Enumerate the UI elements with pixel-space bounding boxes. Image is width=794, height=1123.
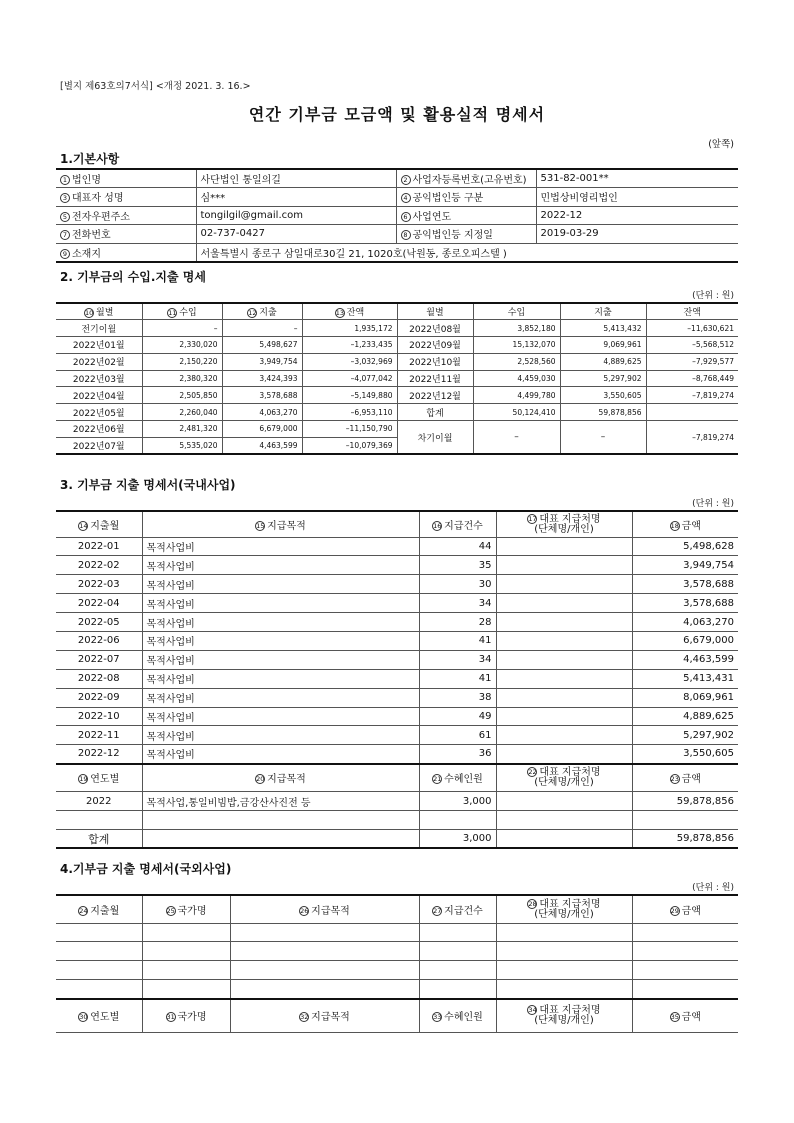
- table-row: [56, 225, 738, 244]
- item-number: 9: [60, 249, 70, 259]
- section-basic-info: [56, 150, 738, 263]
- expense-cell: 3,949,754: [222, 353, 302, 370]
- header-expense-2: 지출: [560, 303, 646, 320]
- count-cell: 38: [419, 688, 496, 707]
- field-value: 2019-03-29: [536, 225, 738, 244]
- table-row: [56, 594, 738, 613]
- expense-cell: 5,297,902: [560, 370, 646, 387]
- balance-cell: –7,929,577: [646, 353, 738, 370]
- balance-cell: [646, 404, 738, 421]
- payee-cell: [496, 707, 632, 726]
- page-side-label: (앞쪽): [708, 139, 734, 150]
- purpose-cell: 목적사업,통일비빔밥,금강산사진전 등: [142, 792, 419, 811]
- document-title: 연간 기부금 모금액 및 활용실적 명세서: [248, 105, 546, 124]
- field-value: 사단법인 통일의길: [196, 169, 396, 188]
- field-value: tongilgil@gmail.com: [196, 206, 396, 225]
- month-cell: 2022년02월: [56, 353, 142, 370]
- item-number: 4: [401, 193, 411, 203]
- table-row: [56, 688, 738, 707]
- field-value: 민법상비영리법인: [536, 188, 738, 207]
- table-row: [56, 188, 738, 207]
- expense-cell: 4,463,599: [222, 437, 302, 454]
- section-income-expense: [56, 268, 738, 455]
- table-row: [56, 353, 738, 370]
- header-count: 16 지급건수: [419, 511, 496, 537]
- header-year: 30 연도별: [56, 999, 142, 1033]
- month-cell: 2022년04월: [56, 387, 142, 404]
- payee-cell: [496, 688, 632, 707]
- table-row: [56, 537, 738, 556]
- income-cell: 2,528,560: [473, 353, 560, 370]
- expense-month-cell: 2022-09: [56, 688, 142, 707]
- payee-cell: [496, 537, 632, 556]
- purpose-cell: 목적사업비: [142, 575, 419, 594]
- header-amount: 35 금액: [632, 999, 738, 1033]
- balance-cell: –5,568,512: [646, 337, 738, 354]
- balance-cell: –7,819,274: [646, 387, 738, 404]
- amount-cell: 3,550,605: [632, 745, 738, 764]
- year-cell: 2022: [56, 792, 142, 811]
- expense-cell: 5,413,432: [560, 320, 646, 337]
- amount-cell: 8,069,961: [632, 688, 738, 707]
- amount-cell: 3,949,754: [632, 556, 738, 575]
- foreign-expense-table: [56, 894, 738, 1033]
- expense-month-cell: 2022-03: [56, 575, 142, 594]
- item-number: 6: [401, 212, 411, 222]
- field-label: 6 사업연도: [396, 206, 536, 225]
- expense-cell: –: [560, 421, 646, 455]
- purpose-cell: 목적사업비: [142, 745, 419, 764]
- income-cell: 15,132,070: [473, 337, 560, 354]
- income-cell: 2,150,220: [142, 353, 222, 370]
- income-cell: –: [142, 320, 222, 337]
- purpose-cell: 목적사업비: [142, 631, 419, 650]
- section-domestic-expense: [56, 476, 738, 849]
- table-row: [56, 707, 738, 726]
- expense-month-cell: 2022-05: [56, 613, 142, 632]
- month-cell: 합계: [397, 404, 473, 421]
- count-cell: 61: [419, 726, 496, 745]
- expense-cell: –: [222, 320, 302, 337]
- header-amount: 29 금액: [632, 895, 738, 923]
- amount-cell: 4,063,270: [632, 613, 738, 632]
- section-3-title: 3. 기부금 지출 명세서(국내사업): [60, 478, 236, 492]
- table-row: [56, 726, 738, 745]
- income-cell: 3,852,180: [473, 320, 560, 337]
- header-payee: 34 대표 지급처명 (단체명/개인): [496, 999, 632, 1033]
- payee-cell: [496, 631, 632, 650]
- header-payee: 17 대표 지급처명 (단체명/개인): [496, 511, 632, 537]
- income-cell: 2,330,020: [142, 337, 222, 354]
- header-expense-month: 14 지출월: [56, 511, 142, 537]
- count-cell: 41: [419, 631, 496, 650]
- beneficiaries-cell: 3,000: [419, 792, 496, 811]
- header-month-2: 월별: [397, 303, 473, 320]
- expense-month-cell: 2022-10: [56, 707, 142, 726]
- field-value: 심***: [196, 188, 396, 207]
- expense-cell: 6,679,000: [222, 421, 302, 438]
- total-label: 합계: [56, 829, 142, 848]
- expense-cell: 5,498,627: [222, 337, 302, 354]
- table-row: [56, 206, 738, 225]
- item-number: 7: [60, 230, 70, 240]
- field-label: 2 사업자등록번호(고유번호): [396, 169, 536, 188]
- field-label: 9 소재지: [56, 243, 196, 262]
- table-row: [56, 243, 738, 262]
- table-row: [56, 404, 738, 421]
- expense-month-cell: 2022-11: [56, 726, 142, 745]
- field-label: 1 법인명: [56, 169, 196, 188]
- total-row: [56, 829, 738, 848]
- expense-month-cell: 2022-07: [56, 650, 142, 669]
- purpose-cell: 목적사업비: [142, 707, 419, 726]
- table-row: [56, 792, 738, 811]
- header-country: 31 국가명: [142, 999, 230, 1033]
- domestic-expense-table: [56, 510, 738, 849]
- amount-cell: 5,297,902: [632, 726, 738, 745]
- field-label: 4 공익법인등 구분: [396, 188, 536, 207]
- section-foreign-expense: [56, 860, 738, 1033]
- income-cell: 4,499,780: [473, 387, 560, 404]
- balance-cell: –4,077,042: [302, 370, 397, 387]
- month-cell: 2022년12월: [397, 387, 473, 404]
- income-cell: 2,505,850: [142, 387, 222, 404]
- month-cell: 2022년11월: [397, 370, 473, 387]
- balance-cell: –5,149,880: [302, 387, 397, 404]
- month-cell: 2022년08월: [397, 320, 473, 337]
- income-cell: 2,380,320: [142, 370, 222, 387]
- field-value: 02-737-0427: [196, 225, 396, 244]
- table-row: [56, 669, 738, 688]
- header-expense-month: 24 지출월: [56, 895, 142, 923]
- item-number: 1: [60, 175, 70, 185]
- balance-cell: 1,935,172: [302, 320, 397, 337]
- header-income-2: 수입: [473, 303, 560, 320]
- income-expense-table: [56, 302, 738, 455]
- income-cell: 5,535,020: [142, 437, 222, 454]
- beneficiaries-cell: 3,000: [419, 829, 496, 848]
- balance-cell: –8,768,449: [646, 370, 738, 387]
- payee-cell: [496, 575, 632, 594]
- balance-cell: –10,079,369: [302, 437, 397, 454]
- unit-label: (단위 : 원): [692, 883, 734, 893]
- unit-label: (단위 : 원): [692, 499, 734, 509]
- balance-cell: –11,150,790: [302, 421, 397, 438]
- payee-cell: [496, 613, 632, 632]
- month-cell: 2022년07월: [56, 437, 142, 454]
- purpose-cell: 목적사업비: [142, 726, 419, 745]
- month-cell: 전기이월: [56, 320, 142, 337]
- count-cell: 30: [419, 575, 496, 594]
- expense-month-cell: 2022-04: [56, 594, 142, 613]
- balance-cell: –1,233,435: [302, 337, 397, 354]
- expense-cell: 4,063,270: [222, 404, 302, 421]
- purpose-cell: 목적사업비: [142, 650, 419, 669]
- payee-cell: [496, 650, 632, 669]
- section-1-title: 1.기본사항: [60, 152, 120, 166]
- section-4-title: 4.기부금 지출 명세서(국외사업): [60, 862, 232, 876]
- payee-cell: [496, 669, 632, 688]
- purpose-cell: 목적사업비: [142, 613, 419, 632]
- field-value: 서울특별시 종로구 삼일대로30길 21, 1020호(낙원동, 종로오피스텔 ): [196, 243, 738, 262]
- header-balance-2: 잔액: [646, 303, 738, 320]
- income-cell: 2,481,320: [142, 421, 222, 438]
- table-row: [56, 980, 738, 999]
- table-row: [56, 811, 738, 830]
- table-row: [56, 613, 738, 632]
- item-number: 8: [401, 230, 411, 240]
- table-row: [56, 421, 738, 438]
- item-number: 2: [401, 175, 411, 185]
- item-number: 3: [60, 193, 70, 203]
- payee-cell: [496, 745, 632, 764]
- count-cell: 44: [419, 537, 496, 556]
- table-row: [56, 387, 738, 404]
- expense-cell: 3,550,605: [560, 387, 646, 404]
- month-cell: 차기이월: [397, 421, 473, 455]
- header-amount: 23 금액: [632, 764, 738, 792]
- expense-month-cell: 2022-06: [56, 631, 142, 650]
- unit-label: (단위 : 원): [692, 291, 734, 301]
- expense-cell: 3,578,688: [222, 387, 302, 404]
- header-beneficiaries: 21 수혜인원: [419, 764, 496, 792]
- count-cell: 36: [419, 745, 496, 764]
- month-cell: 2022년03월: [56, 370, 142, 387]
- field-value: 2022-12: [536, 206, 738, 225]
- count-cell: 34: [419, 594, 496, 613]
- count-cell: 49: [419, 707, 496, 726]
- field-label: 3 대표자 성명: [56, 188, 196, 207]
- field-label: 5 전자우편주소: [56, 206, 196, 225]
- month-cell: 2022년10월: [397, 353, 473, 370]
- table-row: [56, 942, 738, 961]
- count-cell: 41: [419, 669, 496, 688]
- balance-cell: –7,819,274: [646, 421, 738, 455]
- header-beneficiaries: 33 수혜인원: [419, 999, 496, 1033]
- payee-cell: [496, 594, 632, 613]
- table-row: [56, 169, 738, 188]
- purpose-cell: 목적사업비: [142, 556, 419, 575]
- expense-month-cell: 2022-02: [56, 556, 142, 575]
- form-number: [별지 제63호의7서식] <개정 2021. 3. 16.>: [60, 81, 251, 92]
- header-purpose: 15 지급목적: [142, 511, 419, 537]
- expense-month-cell: 2022-01: [56, 537, 142, 556]
- count-cell: 28: [419, 613, 496, 632]
- table-row: [56, 631, 738, 650]
- expense-cell: 4,889,625: [560, 353, 646, 370]
- amount-cell: 59,878,856: [632, 829, 738, 848]
- payee-cell: [496, 556, 632, 575]
- purpose-cell: [142, 829, 419, 848]
- header-balance: 13 잔액: [302, 303, 397, 320]
- table-row: [56, 556, 738, 575]
- amount-cell: 5,498,628: [632, 537, 738, 556]
- table-row: [56, 961, 738, 980]
- header-payee: 22 대표 지급처명 (단체명/개인): [496, 764, 632, 792]
- month-cell: 2022년06월: [56, 421, 142, 438]
- purpose-cell: 목적사업비: [142, 669, 419, 688]
- header-country: 25 국가명: [142, 895, 230, 923]
- count-cell: 35: [419, 556, 496, 575]
- header-purpose: 26 지급목적: [230, 895, 419, 923]
- balance-cell: –3,032,969: [302, 353, 397, 370]
- payee-cell: [496, 792, 632, 811]
- header-payee: 28 대표 지급처명 (단체명/개인): [496, 895, 632, 923]
- header-income: 11 수입: [142, 303, 222, 320]
- income-cell: 2,260,040: [142, 404, 222, 421]
- header-purpose: 32 지급목적: [230, 999, 419, 1033]
- payee-cell: [496, 829, 632, 848]
- purpose-cell: 목적사업비: [142, 537, 419, 556]
- section-2-title: 2. 기부금의 수입.지출 명세: [60, 270, 206, 284]
- header-year: 19 연도별: [56, 764, 142, 792]
- month-cell: 2022년05월: [56, 404, 142, 421]
- header-amount: 18 금액: [632, 511, 738, 537]
- table-row: [56, 320, 738, 337]
- item-number: 5: [60, 212, 70, 222]
- header-month: 10 월별: [56, 303, 142, 320]
- count-cell: 34: [419, 650, 496, 669]
- purpose-cell: 목적사업비: [142, 688, 419, 707]
- expense-cell: 9,069,961: [560, 337, 646, 354]
- basic-info-table: [56, 168, 738, 263]
- income-cell: 50,124,410: [473, 404, 560, 421]
- field-label: 8 공익법인등 지정일: [396, 225, 536, 244]
- amount-cell: 6,679,000: [632, 631, 738, 650]
- amount-cell: 4,463,599: [632, 650, 738, 669]
- month-cell: 2022년09월: [397, 337, 473, 354]
- expense-month-cell: 2022-08: [56, 669, 142, 688]
- table-row: [56, 745, 738, 764]
- balance-cell: –11,630,621: [646, 320, 738, 337]
- table-row: [56, 923, 738, 942]
- table-row: [56, 650, 738, 669]
- income-cell: –: [473, 421, 560, 455]
- amount-cell: 4,889,625: [632, 707, 738, 726]
- amount-cell: 3,578,688: [632, 575, 738, 594]
- field-label: 7 전화번호: [56, 225, 196, 244]
- amount-cell: 5,413,431: [632, 669, 738, 688]
- expense-cell: 59,878,856: [560, 404, 646, 421]
- balance-cell: –6,953,110: [302, 404, 397, 421]
- header-purpose: 20 지급목적: [142, 764, 419, 792]
- expense-cell: 3,424,393: [222, 370, 302, 387]
- amount-cell: 59,878,856: [632, 792, 738, 811]
- header-count: 27 지급건수: [419, 895, 496, 923]
- table-row: [56, 337, 738, 354]
- field-value: 531-82-001**: [536, 169, 738, 188]
- table-row: [56, 575, 738, 594]
- expense-month-cell: 2022-12: [56, 745, 142, 764]
- income-cell: 4,459,030: [473, 370, 560, 387]
- payee-cell: [496, 726, 632, 745]
- month-cell: 2022년01월: [56, 337, 142, 354]
- table-row: [56, 370, 738, 387]
- amount-cell: 3,578,688: [632, 594, 738, 613]
- purpose-cell: 목적사업비: [142, 594, 419, 613]
- header-expense: 12 지출: [222, 303, 302, 320]
